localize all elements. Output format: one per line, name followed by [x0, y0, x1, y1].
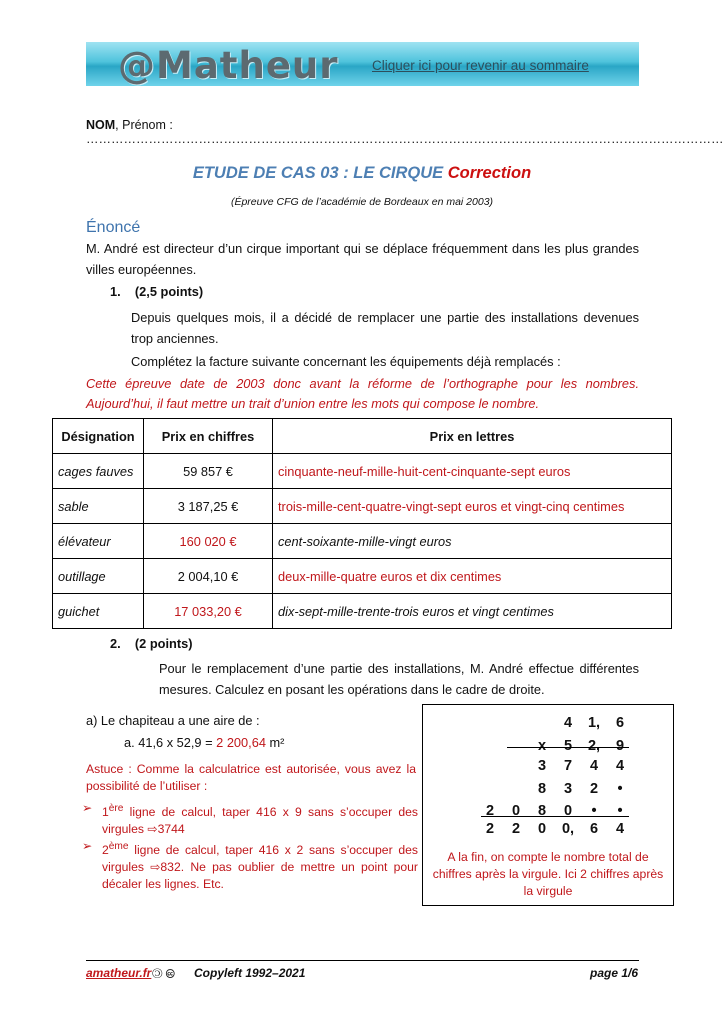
- multiplication-digit: 6: [589, 821, 599, 837]
- q1-number: 1.: [110, 284, 121, 299]
- brand-logo: @Matheur: [118, 44, 339, 87]
- calc-label: a. 41,6 x 52,9 =: [124, 735, 217, 750]
- multiplication-box: [422, 704, 674, 906]
- cell-designation: sable: [53, 489, 144, 524]
- multiplication-digit: 9: [615, 738, 625, 754]
- step2-num: 2: [102, 843, 109, 858]
- multiplication-digit: 1,: [587, 715, 601, 731]
- step2-sup: ème: [108, 841, 129, 852]
- title-main: ETUDE DE CAS 03 : LE CIRQUE: [192, 164, 448, 182]
- multiplication-digit: •: [617, 781, 623, 797]
- multiplication-digit: 0: [537, 821, 547, 837]
- cell-prix-lettres: trois-mille-cent-quatre-vingt-sept euros et vingt-cinq centimes: [273, 489, 672, 524]
- multiplication-digit: 2: [589, 781, 599, 797]
- multiplication-digit: 2: [511, 821, 521, 837]
- q2-points: (2 points): [134, 636, 193, 651]
- multiplication-digit: 4: [615, 821, 625, 837]
- name-dots: ………………………………………………………………………………………………………………………………………: [86, 132, 724, 146]
- q1-text: Depuis quelques mois, il a décidé de remplacer une partie des installations devenues trop anciennes.: [131, 310, 639, 346]
- cell-prix-chiffres: 3 187,25 €: [144, 489, 273, 524]
- step1-text: ligne de calcul, taper 416 x 9 sans s’occuper des virgules ⇨3744: [102, 805, 418, 837]
- multiplication-digit: 7: [563, 758, 573, 774]
- astuce-text: Astuce : Comme la calculatrice est autorisée, vous avez la possibilité de l’utiliser :: [86, 762, 416, 793]
- multiplication-digit: 6: [615, 715, 625, 731]
- footer-divider: [86, 960, 639, 961]
- name-label: NOM: [86, 118, 116, 132]
- footer-site-link[interactable]: amatheur.fr: [86, 966, 152, 980]
- cell-prix-chiffres: 2 004,10 €: [144, 559, 273, 594]
- cell-prix-lettres: deux-mille-quatre euros et dix centimes: [273, 559, 672, 594]
- q2-number: 2.: [110, 636, 121, 651]
- multiplication-digit: 2: [485, 821, 495, 837]
- cell-prix-chiffres: 59 857 €: [144, 454, 273, 489]
- step2-text: ligne de calcul, taper 416 x 2 sans s’occuper des virgules ⇨832. Ne pas oublier de mettre un point pour décaler les lignes. Etc.: [102, 843, 418, 892]
- q2-heading: [110, 636, 193, 651]
- astuce-step-2: [82, 838, 418, 893]
- invoice-table: [52, 418, 672, 629]
- multiplication-digit: 0: [563, 803, 573, 819]
- table-header-row: [53, 419, 672, 454]
- q2-part-a: a) Le chapiteau a une aire de :: [86, 713, 260, 728]
- cell-prix-chiffres: 160 020 €: [144, 524, 273, 559]
- q1-points: (2,5 points): [134, 284, 204, 299]
- arrow-bullet-icon: ➢: [82, 839, 93, 853]
- header-chiffres: Prix en chiffres: [144, 419, 273, 454]
- multiplication-line-1: [507, 747, 629, 748]
- calc-unit: m²: [265, 735, 285, 750]
- name-label-rest: , Prénom :: [115, 118, 173, 132]
- summary-link[interactable]: Cliquer ici pour revenir au sommaire: [372, 58, 589, 73]
- multiplication-digit: 2,: [587, 738, 601, 754]
- table-row: [53, 489, 672, 524]
- multiplication-digit: •: [617, 803, 623, 819]
- multiplication-digit: 4: [615, 758, 625, 774]
- multiplication-digit: 8: [537, 781, 547, 797]
- cell-prix-lettres: dix-sept-mille-trente-trois euros et vingt centimes: [273, 594, 672, 629]
- multiplication-digit: •: [591, 803, 597, 819]
- table-row: [53, 594, 672, 629]
- title-correction: Correction: [447, 164, 532, 182]
- footer-copyleft: Copyleft 1992–2021: [194, 966, 306, 980]
- cell-prix-chiffres: 17 033,20 €: [144, 594, 273, 629]
- multiplication-digit: 3: [537, 758, 547, 774]
- multiplication-digit: 0: [511, 803, 521, 819]
- q1-heading: [110, 284, 203, 299]
- copyleft-cc-icon: 🄯 🅭: [152, 966, 175, 981]
- cell-designation: guichet: [53, 594, 144, 629]
- multiplication-digit: 4: [563, 715, 573, 731]
- multiplication-line-2: [481, 816, 629, 817]
- page-title: [0, 164, 724, 183]
- cell-designation: élévateur: [53, 524, 144, 559]
- table-row: [53, 524, 672, 559]
- multiplication-digit: x: [537, 738, 547, 754]
- step1-num: 1: [102, 805, 109, 820]
- q2-calc-line: [124, 735, 284, 750]
- calc-result: 2 200,64: [216, 735, 266, 750]
- multiplication-digit: 0,: [561, 821, 575, 837]
- multiplication-digit: 8: [537, 803, 547, 819]
- orthography-note: Cette épreuve date de 2003 donc avant la réforme de l’orthographe pour les nombres. Aujourd’hui, il faut mettre un trait d’union entre les mots qui compose le nombre.: [86, 376, 639, 411]
- name-line: [86, 118, 724, 146]
- cell-designation: cages fauves: [53, 454, 144, 489]
- multiplication-digit: 4: [589, 758, 599, 774]
- cell-prix-lettres: cinquante-neuf-mille-huit-cent-cinquante-sept euros: [273, 454, 672, 489]
- table-row: [53, 559, 672, 594]
- multiplication-digit: 5: [563, 738, 573, 754]
- enonce-heading: Énoncé: [86, 219, 141, 236]
- multiplication-digit: 3: [563, 781, 573, 797]
- q2-text: Pour le remplacement d’une partie des installations, M. André effectue différentes mesures. Calculez en posant les opérations dans le cadre de droite.: [159, 661, 639, 697]
- header-designation: Désignation: [53, 419, 144, 454]
- intro-text: M. André est directeur d’un cirque important qui se déplace fréquemment dans les plus grandes villes européennes.: [86, 241, 639, 277]
- multiplication-note: A la fin, on compte le nombre total de chiffres après la virgule. Ici 2 chiffres après la virgule: [432, 850, 664, 898]
- astuce-step-1: [82, 800, 418, 838]
- step1-sup: ère: [108, 803, 124, 814]
- multiplication-digit: 2: [485, 803, 495, 819]
- table-row: [53, 454, 672, 489]
- footer-page-number: page 1/6: [590, 966, 639, 980]
- cell-designation: outillage: [53, 559, 144, 594]
- arrow-bullet-icon: ➢: [82, 801, 93, 815]
- header-lettres: Prix en lettres: [273, 419, 672, 454]
- q1-instruction: Complétez la facture suivante concernant les équipements déjà remplacés :: [131, 354, 561, 369]
- cell-prix-lettres: cent-soixante-mille-vingt euros: [273, 524, 672, 559]
- subtitle: (Épreuve CFG de l’académie de Bordeaux en mai 2003): [230, 196, 494, 208]
